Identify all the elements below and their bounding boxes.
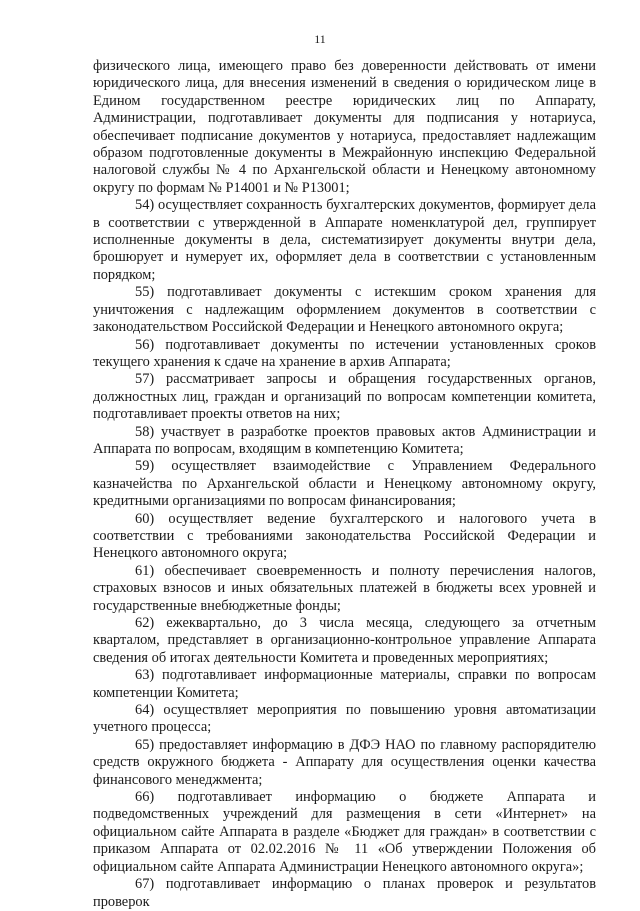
paragraph-item-55: 55) подготавливает документы с истекшим сроком хранения для уничтожения с надлежащим оформлением документов в соответствии с законодательством Российской Федерации и Ненецкого автономного округа; bbox=[93, 284, 596, 336]
paragraph-item-62: 62) ежеквартально, до 3 числа месяца, следующего за отчетным кварталом, представляет в организационно-контрольное управление Аппарата сведения об итогах деятельности Комитета и проведенных мероприятиях; bbox=[93, 615, 596, 666]
paragraph-item-61: 61) обеспечивает своевременность и полноту перечисления налогов, страховых взносов и иных обязательных платежей в бюджеты всех уровней и государственные внебюджетные фонды; bbox=[93, 562, 596, 614]
paragraph-item-57: 57) рассматривает запросы и обращения государственных органов, должностных лиц, граждан и организаций по вопросам компетенции комитета, подготавливает проекты ответов на них; bbox=[93, 371, 596, 423]
document-body bbox=[93, 58, 596, 911]
paragraph-item-66: 66) подготавливает информацию о бюджете Аппарата и подведомственных учреждений для размещения в сети «Интернет» на официальном сайте Аппарата в разделе «Бюджет для граждан» в соответствии с приказом Аппарата от 02.02.2016 № 11 «Об утверждении Положения об официальном сайте Аппарата Администрации Ненецкого автономного округа»; bbox=[93, 789, 596, 875]
paragraph-item-56: 56) подготавливает документы по истечении установленных сроков текущего хранения к сдаче на хранение в архив Аппарата; bbox=[93, 336, 596, 370]
paragraph-item-54: 54) осуществляет сохранность бухгалтерских документов, формирует дела в соответствии с утвержденной в Аппарате номенклатурой дел, группирует исполненные документы в дела, систематизирует документы внутри дела, брошюрует и нумерует их, оформляет дела в соответствии с установленным порядком; bbox=[93, 197, 596, 283]
paragraph-item-67: 67) подготавливает информацию о планах проверок и результатов проверок bbox=[93, 876, 596, 910]
paragraph-continuation: физического лица, имеющего право без доверенности действовать от имени юридического лица, для внесения изменений в сведения о юридическом лице в Едином государственном реестре юридических лиц по Аппарату, Администрации, подготавливает документы для подписания у нотариуса, обеспечивает подписание документов у нотариуса, предоставляет надлежащим образом подготовленные документы в Межрайонную инспекцию Федеральной налоговой службы № 4 по Архангельской области и Ненецкому автономному округу по формам № Р14001 и № Р13001; bbox=[93, 58, 596, 196]
paragraph-item-58: 58) участвует в разработке проектов правовых актов Администрации и Аппарата по вопросам, входящим в компетенцию Комитета; bbox=[93, 423, 596, 457]
paragraph-item-60: 60) осуществляет ведение бухгалтерского и налогового учета в соответствии с требованиями законодательства Российской Федерации и Ненецкого автономного округа; bbox=[93, 510, 596, 562]
paragraph-item-64: 64) осуществляет мероприятия по повышению уровня автоматизации учетного процесса; bbox=[93, 702, 596, 736]
paragraph-item-59: 59) осуществляет взаимодействие с Управлением Федерального казначейства по Архангельской области и Ненецкому автономному округу, кредитными организациями по вопросам финансирования; bbox=[93, 458, 596, 510]
page-number: 11 bbox=[314, 32, 326, 46]
paragraph-item-65: 65) предоставляет информацию в ДФЭ НАО по главному распорядителю средств окружного бюджета - Аппарату для осуществления оценки качества финансового менеджмента; bbox=[93, 736, 596, 788]
paragraph-item-63: 63) подготавливает информационные материалы, справки по вопросам компетенции Комитета; bbox=[93, 667, 596, 701]
